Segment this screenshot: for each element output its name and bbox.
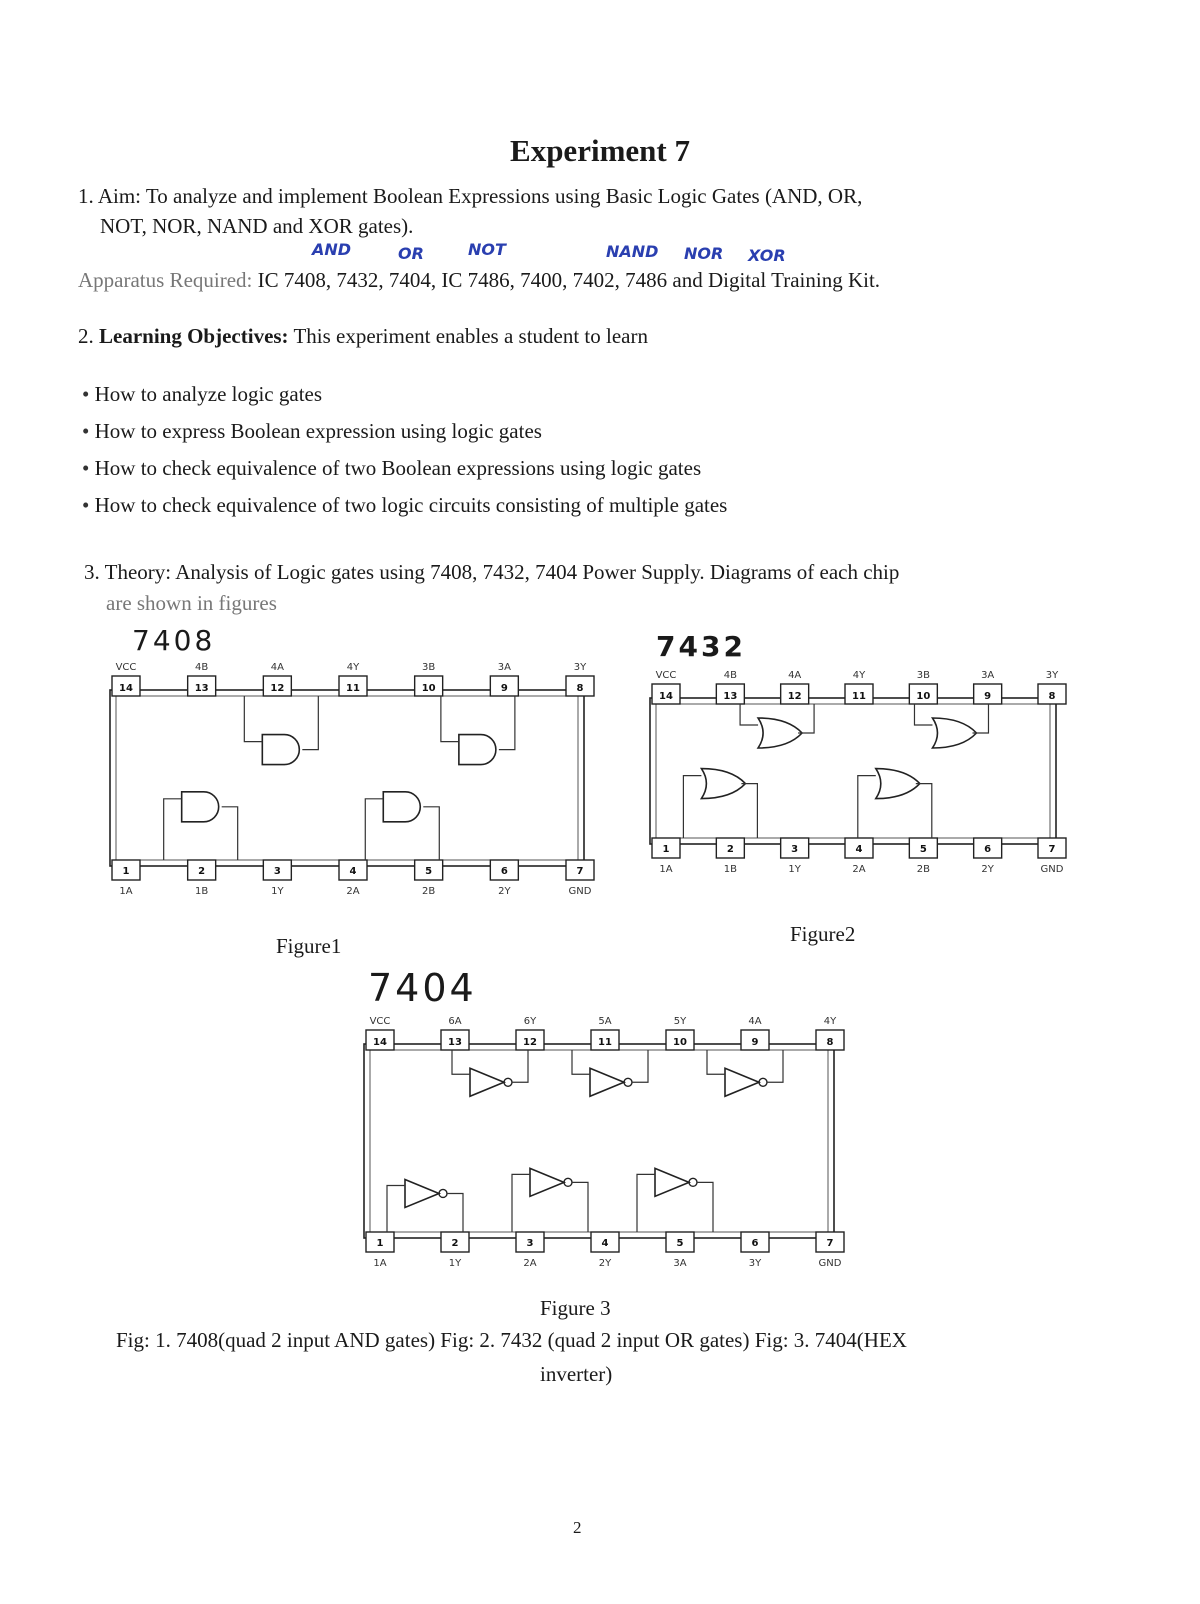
top-pin-name: 4Y bbox=[852, 670, 866, 681]
gate-output-wire bbox=[741, 784, 757, 838]
top-pin-number: 9 bbox=[751, 1037, 759, 1048]
bottom-pin-number: 4 bbox=[349, 866, 357, 877]
annotation-nand: NAND bbox=[606, 242, 659, 261]
top-pin-number: 13 bbox=[723, 691, 738, 702]
top-pin-name: 4A bbox=[748, 1016, 762, 1027]
bottom-pin-name: 2Y bbox=[598, 1258, 612, 1269]
objectives-number: 2. bbox=[78, 324, 94, 348]
objectives-intro: This experiment enables a student to learn bbox=[293, 324, 648, 348]
gate-input-wire bbox=[387, 1185, 405, 1232]
bottom-pin-number: 6 bbox=[500, 866, 508, 877]
top-pin-number: 8 bbox=[826, 1037, 834, 1048]
bottom-pin-number: 3 bbox=[791, 844, 799, 855]
bottom-pin-number: 1 bbox=[122, 866, 130, 877]
gate-output-wire bbox=[499, 696, 515, 750]
bottom-pin-name: 1A bbox=[373, 1258, 387, 1269]
top-pin-number: 12 bbox=[523, 1037, 537, 1048]
top-pin-name: 3B bbox=[422, 662, 436, 673]
top-pin-name: 4Y bbox=[346, 662, 360, 673]
bottom-pin-number: 3 bbox=[273, 866, 281, 877]
gate-input-wire bbox=[740, 704, 758, 725]
bottom-pin-name: 2B bbox=[916, 864, 930, 875]
top-pin-number: 11 bbox=[598, 1037, 612, 1048]
theory-number: 3. bbox=[84, 560, 100, 584]
apparatus-label: Apparatus Required: bbox=[78, 268, 253, 292]
figure-caption-line1: Fig: 1. 7408(quad 2 input AND gates) Fig: 2. 7432 (quad 2 input OR gates) Fig: 3. 7404(HEX bbox=[116, 1328, 907, 1352]
chip-body-outline bbox=[364, 1044, 834, 1238]
gate-input-wire bbox=[683, 776, 701, 838]
annotation-or: OR bbox=[398, 244, 424, 263]
list-item: • How to check equivalence of two logic circuits consisting of multiple gates bbox=[82, 487, 1082, 524]
chip-7404-label: 7404 bbox=[368, 966, 477, 1010]
bottom-pin-number: 7 bbox=[576, 866, 584, 877]
gate-input-wire bbox=[858, 776, 876, 838]
gate-output-wire bbox=[447, 1193, 463, 1232]
gate-output-wire bbox=[423, 807, 439, 860]
bottom-pin-number: 5 bbox=[676, 1238, 684, 1249]
gate-output-wire bbox=[916, 784, 932, 838]
or-gate-symbol bbox=[876, 769, 920, 799]
bottom-pin-number: 1 bbox=[662, 844, 670, 855]
top-pin-name: 3A bbox=[497, 662, 511, 673]
bottom-pin-name: 2B bbox=[422, 886, 436, 897]
top-pin-name: VCC bbox=[115, 662, 137, 673]
and-gate-symbol bbox=[383, 792, 420, 822]
chip-7432-label: 7432 bbox=[656, 630, 746, 663]
gate-input-wire bbox=[244, 696, 262, 742]
chip-inner-outline bbox=[656, 704, 1050, 838]
theory-label: Theory: bbox=[104, 560, 172, 584]
gate-input-wire bbox=[365, 799, 383, 860]
objectives-list bbox=[82, 376, 1082, 524]
top-pin-number: 8 bbox=[576, 683, 584, 694]
figure-caption-line2: inverter) bbox=[540, 1362, 613, 1386]
chip-inner-outline bbox=[116, 696, 578, 860]
list-item: • How to check equivalence of two Boolean expressions using logic gates bbox=[82, 450, 1082, 487]
bottom-pin-number: 4 bbox=[601, 1238, 609, 1249]
chip-body-outline bbox=[650, 698, 1056, 844]
gate-input-wire bbox=[572, 1050, 590, 1074]
gate-output-wire bbox=[512, 1050, 528, 1082]
not-gate-symbol bbox=[655, 1168, 689, 1196]
bottom-pin-name: 1Y bbox=[788, 864, 801, 875]
bottom-pin-number: 7 bbox=[1048, 844, 1056, 855]
top-pin-name: 3Y bbox=[573, 662, 587, 673]
top-pin-number: 13 bbox=[448, 1037, 462, 1048]
bottom-pin-name: 2A bbox=[346, 886, 360, 897]
bottom-pin-number: 3 bbox=[526, 1238, 534, 1249]
gate-output-wire bbox=[632, 1050, 648, 1082]
bottom-pin-name: GND bbox=[818, 1258, 842, 1269]
top-pin-name: 3B bbox=[916, 670, 930, 681]
gate-input-wire bbox=[452, 1050, 470, 1074]
bottom-pin-name: GND bbox=[568, 886, 592, 897]
page-title: Experiment 7 bbox=[510, 133, 690, 168]
bottom-pin-name: 2A bbox=[523, 1258, 537, 1269]
not-gate-symbol bbox=[530, 1168, 564, 1196]
not-gate-symbol bbox=[405, 1179, 439, 1207]
top-pin-number: 10 bbox=[421, 683, 436, 694]
bottom-pin-number: 4 bbox=[855, 844, 863, 855]
aim-number: 1. bbox=[78, 184, 94, 208]
objectives-heading bbox=[78, 322, 1078, 351]
top-pin-number: 14 bbox=[119, 683, 133, 694]
and-gate-symbol bbox=[459, 735, 496, 765]
bottom-pin-name: GND bbox=[1040, 864, 1064, 875]
bottom-pin-number: 2 bbox=[726, 844, 734, 855]
top-pin-number: 11 bbox=[346, 683, 360, 694]
theory-text-line2: are shown in figures bbox=[106, 591, 277, 615]
or-gate-symbol bbox=[758, 718, 802, 748]
aim-section bbox=[78, 182, 1158, 211]
bottom-pin-number: 7 bbox=[826, 1238, 834, 1249]
and-gate-symbol bbox=[262, 735, 299, 765]
and-gate-symbol bbox=[182, 792, 219, 822]
bottom-pin-name: 1A bbox=[659, 864, 673, 875]
gate-output-wire bbox=[767, 1050, 783, 1082]
top-pin-number: 14 bbox=[373, 1037, 387, 1048]
gate-output-wire bbox=[697, 1182, 713, 1232]
bottom-pin-name: 1Y bbox=[448, 1258, 462, 1269]
gate-output-wire bbox=[222, 807, 238, 860]
bottom-pin-name: 1B bbox=[723, 864, 737, 875]
apparatus-section bbox=[78, 266, 1178, 295]
gate-input-wire bbox=[164, 799, 182, 860]
top-pin-name: 4A bbox=[270, 662, 284, 673]
objectives-label: Learning Objectives: bbox=[99, 324, 289, 348]
gate-input-wire bbox=[914, 704, 932, 725]
bottom-pin-name: 2A bbox=[852, 864, 866, 875]
top-pin-name: 4B bbox=[195, 662, 209, 673]
top-pin-name: 6Y bbox=[523, 1016, 537, 1027]
bottom-pin-name: 1A bbox=[119, 886, 133, 897]
top-pin-number: 10 bbox=[673, 1037, 687, 1048]
aim-label: Aim: bbox=[97, 184, 142, 208]
top-pin-name: 5Y bbox=[673, 1016, 687, 1027]
top-pin-name: 5A bbox=[598, 1016, 612, 1027]
gate-input-wire bbox=[637, 1174, 655, 1232]
figure3-label: Figure 3 bbox=[540, 1296, 611, 1320]
bottom-pin-number: 2 bbox=[198, 866, 206, 877]
top-pin-number: 9 bbox=[500, 683, 508, 694]
bottom-pin-name: 3Y bbox=[748, 1258, 762, 1269]
chip-7408-diagram bbox=[96, 656, 600, 916]
bottom-pin-name: 1Y bbox=[271, 886, 284, 897]
bottom-pin-number: 1 bbox=[376, 1238, 384, 1249]
gate-output-wire bbox=[572, 1182, 588, 1232]
chip-body-outline bbox=[110, 690, 584, 866]
list-item: • How to express Boolean expression using logic gates bbox=[82, 413, 1082, 450]
gate-input-wire bbox=[707, 1050, 725, 1074]
not-gate-symbol bbox=[725, 1068, 759, 1096]
or-gate-symbol bbox=[932, 718, 976, 748]
or-gate-symbol bbox=[701, 769, 745, 799]
top-pin-name: VCC bbox=[369, 1016, 391, 1027]
chip-inner-outline bbox=[370, 1050, 828, 1232]
bottom-pin-number: 5 bbox=[425, 866, 433, 877]
top-pin-number: 8 bbox=[1048, 691, 1056, 702]
top-pin-name: 3A bbox=[981, 670, 995, 681]
not-gate-symbol bbox=[470, 1068, 504, 1096]
bottom-pin-name: 2Y bbox=[981, 864, 994, 875]
figure1-label: Figure1 bbox=[276, 934, 342, 958]
bottom-pin-name: 2Y bbox=[498, 886, 511, 897]
top-pin-name: 3Y bbox=[1045, 670, 1059, 681]
annotation-xor: XOR bbox=[748, 246, 786, 265]
aim-text-line2: NOT, NOR, NAND and XOR gates). bbox=[100, 214, 414, 238]
top-pin-name: 4A bbox=[788, 670, 802, 681]
gate-input-wire bbox=[441, 696, 459, 742]
page-number: 2 bbox=[573, 1518, 582, 1537]
gate-input-wire bbox=[512, 1174, 530, 1232]
top-pin-number: 12 bbox=[787, 691, 802, 702]
chip-7432-diagram bbox=[636, 664, 1072, 894]
aim-text-line1: To analyze and implement Boolean Expressions using Basic Logic Gates (AND, OR, bbox=[145, 184, 863, 208]
annotation-not: NOT bbox=[468, 240, 506, 259]
theory-text-line1: Analysis of Logic gates using 7408, 7432, 7404 Power Supply. Diagrams of each chip bbox=[175, 560, 900, 584]
annotation-and: AND bbox=[312, 240, 352, 259]
top-pin-number: 10 bbox=[916, 691, 931, 702]
bottom-pin-number: 5 bbox=[919, 844, 927, 855]
bottom-pin-name: 1B bbox=[195, 886, 209, 897]
bottom-pin-number: 2 bbox=[451, 1238, 459, 1249]
top-pin-name: 6A bbox=[448, 1016, 462, 1027]
top-pin-number: 12 bbox=[270, 683, 285, 694]
top-pin-name: 4B bbox=[723, 670, 737, 681]
gate-output-wire bbox=[972, 704, 988, 733]
bottom-pin-name: 3A bbox=[673, 1258, 687, 1269]
top-pin-number: 11 bbox=[852, 691, 866, 702]
bottom-pin-number: 6 bbox=[984, 844, 992, 855]
chip-7408-label: 7408 bbox=[132, 624, 216, 657]
annotation-nor: NOR bbox=[684, 244, 724, 263]
gate-output-wire bbox=[798, 704, 814, 733]
theory-section bbox=[84, 558, 1184, 587]
bottom-pin-number: 6 bbox=[751, 1238, 759, 1249]
top-pin-name: 4Y bbox=[823, 1016, 837, 1027]
top-pin-number: 14 bbox=[659, 691, 673, 702]
figure2-label: Figure2 bbox=[790, 922, 856, 946]
not-gate-symbol bbox=[590, 1068, 624, 1096]
chip-7404-diagram bbox=[350, 1010, 850, 1288]
gate-output-wire bbox=[302, 696, 318, 750]
top-pin-number: 9 bbox=[984, 691, 992, 702]
top-pin-number: 13 bbox=[194, 683, 209, 694]
list-item: • How to analyze logic gates bbox=[82, 376, 1082, 413]
apparatus-text: IC 7408, 7432, 7404, IC 7486, 7400, 7402, 7486 and Digital Training Kit. bbox=[257, 268, 881, 292]
top-pin-name: VCC bbox=[655, 670, 677, 681]
